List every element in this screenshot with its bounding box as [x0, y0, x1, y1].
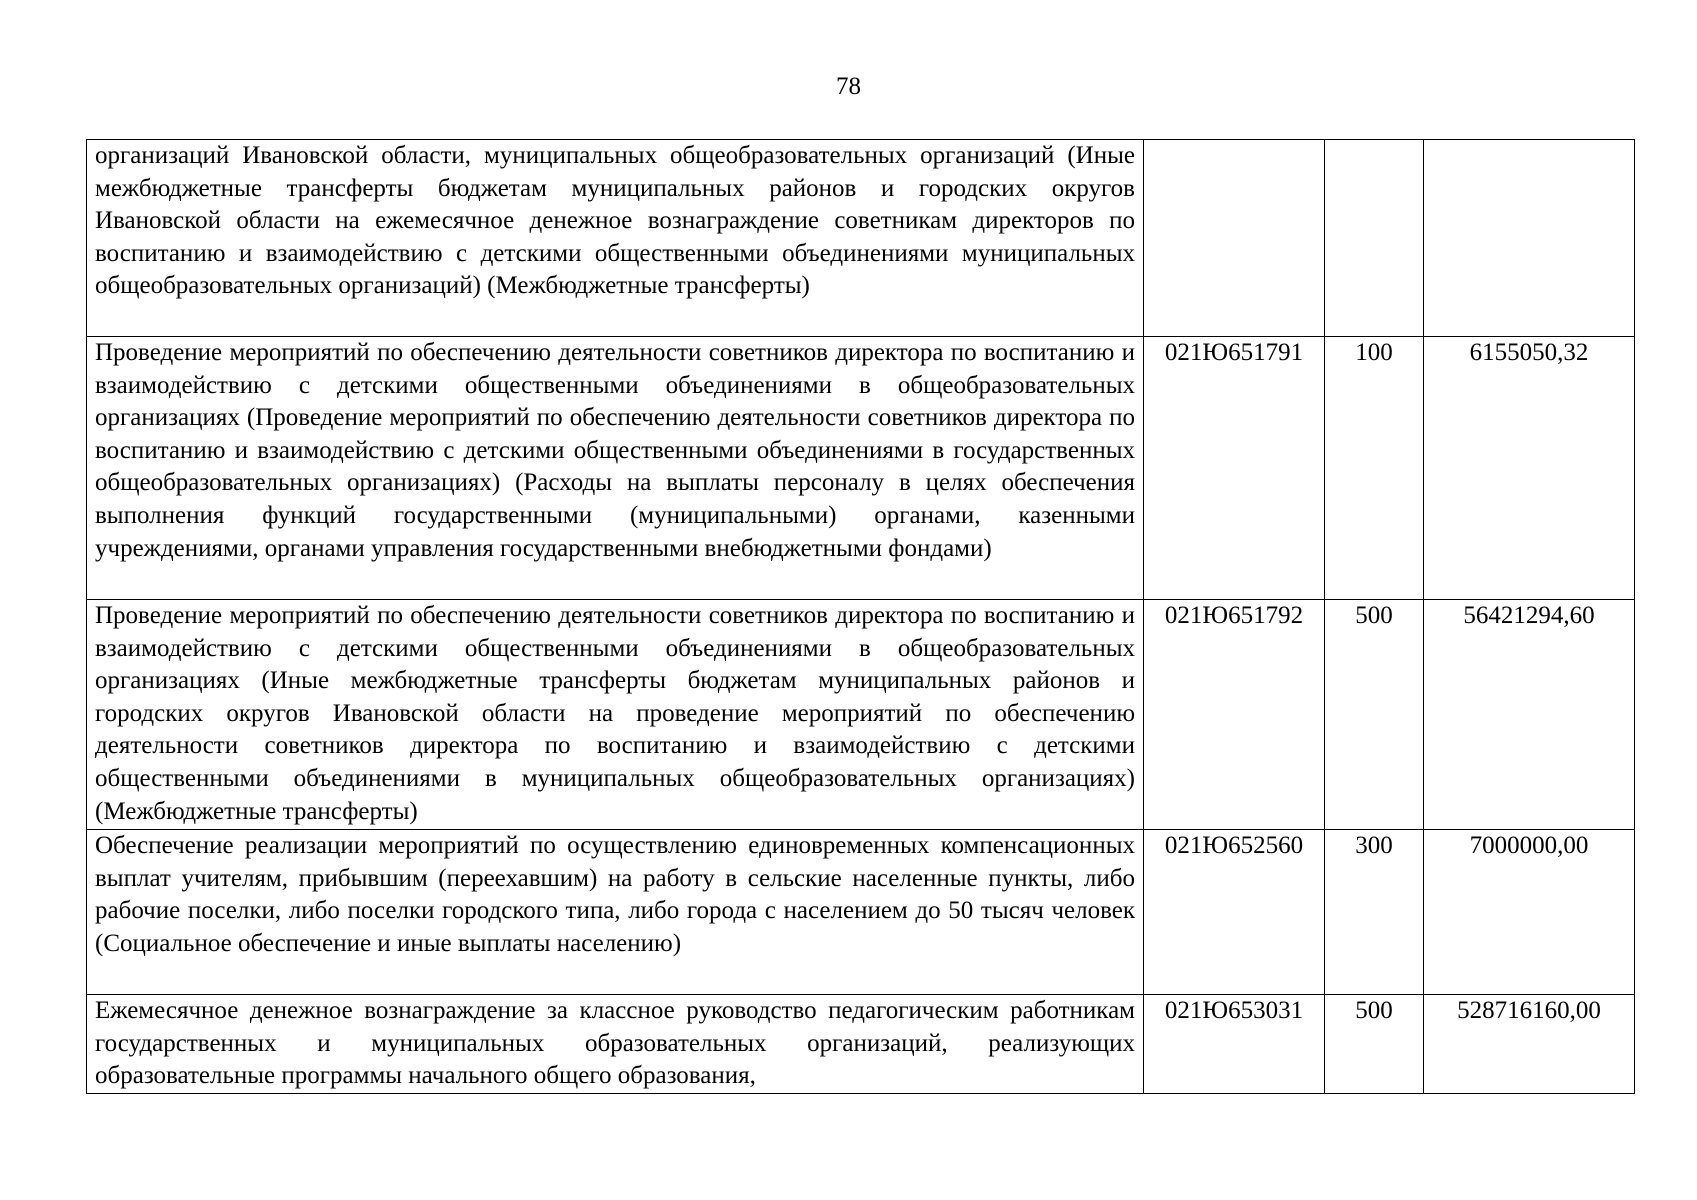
row-description: Ежемесячное денежное вознаграждение за классное руководство педагогическим работникам государственных и муниципальных образовательных организаций, реализующих образовательные программы начального общего образования, — [87, 995, 1144, 1094]
row-description: организаций Ивановской области, муниципальных общеобразовательных организаций (Иные межбюджетные трансферты бюджетам муниципальных районов и городских округов Ивановской области на ежемесячное денежное вознаграждение советникам директоров по воспитанию и взаимодействию с детскими общественными объединениями муниципальных общеобразовательных организаций) (Межбюджетные трансферты) — [87, 140, 1144, 337]
row-amount: 6155050,32 — [1424, 337, 1635, 600]
row-target-code: 021Ю651791 — [1144, 337, 1325, 600]
row-description: Проведение мероприятий по обеспечению деятельности советников директора по воспитанию и взаимодействию с детскими общественными объединениями в общеобразовательных организациях (Иные межбюджетные трансферты бюджетам муниципальных районов и городских округов Ивановской области на проведение мероприятий по обеспечению деятельности советников директора по воспитанию и взаимодействию с детскими общественными объединениями в муниципальных общеобразовательных организациях) (Межбюджетные трансферты) — [87, 600, 1144, 830]
row-amount: 56421294,60 — [1424, 600, 1635, 830]
row-amount — [1424, 140, 1635, 337]
budget-table — [86, 139, 1635, 1094]
row-expense-type: 300 — [1325, 830, 1424, 995]
row-target-code: 021Ю652560 — [1144, 830, 1325, 995]
table-row — [87, 600, 1635, 830]
row-expense-type: 100 — [1325, 337, 1424, 600]
row-target-code: 021Ю651792 — [1144, 600, 1325, 830]
row-expense-type: 500 — [1325, 600, 1424, 830]
row-description: Обеспечение реализации мероприятий по осуществлению единовременных компенсационных выплат учителям, прибывшим (переехавшим) на работу в сельские населенные пункты, либо рабочие поселки, либо поселки городского типа, либо города с населением до 50 тысяч человек (Социальное обеспечение и иные выплаты населению) — [87, 830, 1144, 995]
row-description: Проведение мероприятий по обеспечению деятельности советников директора по воспитанию и взаимодействию с детскими общественными объединениями в общеобразовательных организациях (Проведение мероприятий по обеспечению деятельности советников директора по воспитанию и взаимодействию с детскими общественными объединениями в государственных общеобразовательных организациях) (Расходы на выплаты персоналу в целях обеспечения выполнения функций государственными (муниципальными) органами, казенными учреждениями, органами управления государственными внебюджетными фондами) — [87, 337, 1144, 600]
page-number: 78 — [836, 73, 861, 100]
row-target-code — [1144, 140, 1325, 337]
row-amount: 7000000,00 — [1424, 830, 1635, 995]
row-expense-type: 500 — [1325, 995, 1424, 1094]
row-expense-type — [1325, 140, 1424, 337]
table-row — [87, 140, 1635, 337]
row-amount: 528716160,00 — [1424, 995, 1635, 1094]
table-row — [87, 337, 1635, 600]
table-row — [87, 995, 1635, 1094]
table-row — [87, 830, 1635, 995]
row-target-code: 021Ю653031 — [1144, 995, 1325, 1094]
